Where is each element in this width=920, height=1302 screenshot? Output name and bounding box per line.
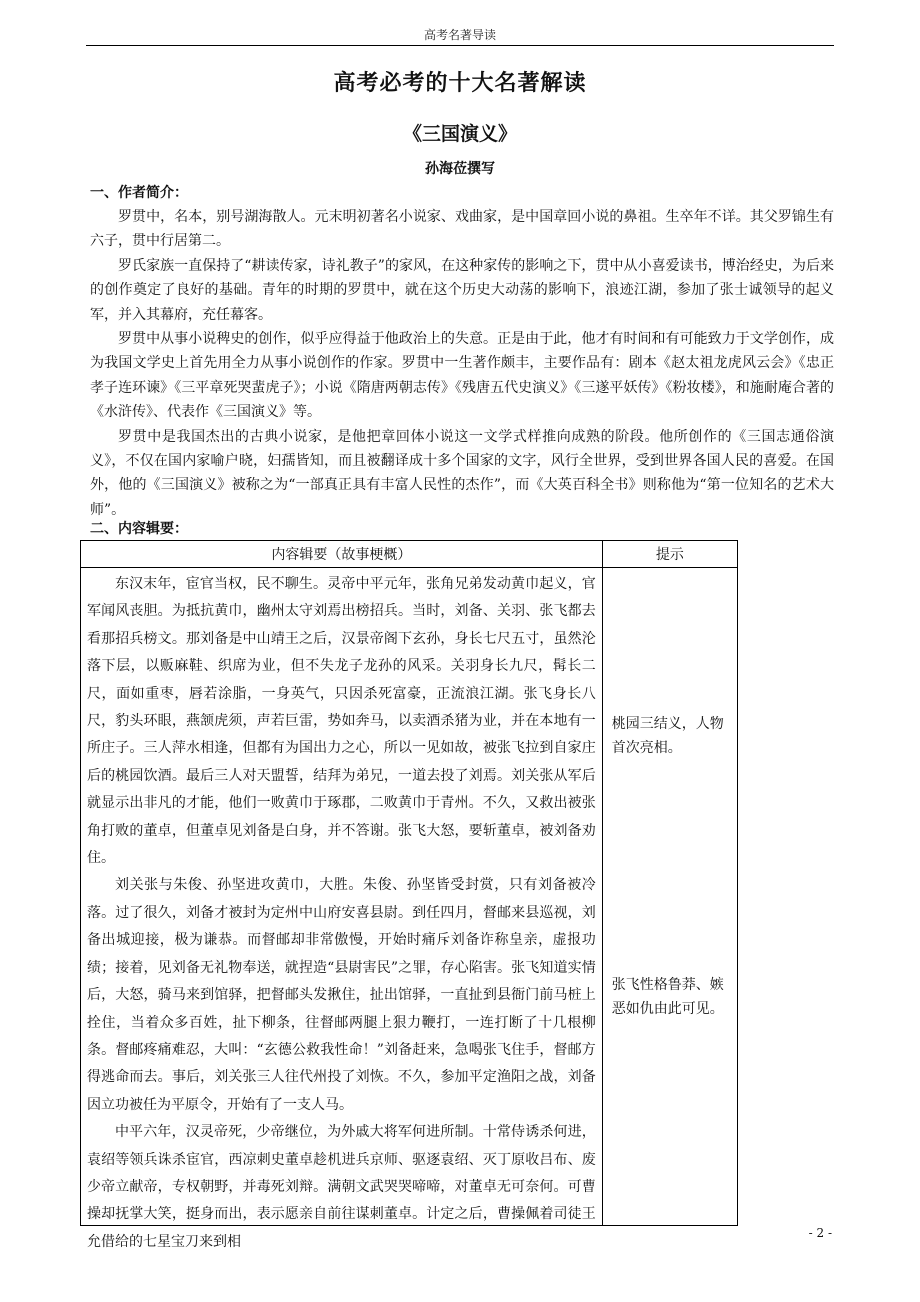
author-intro-body xyxy=(90,205,834,522)
header-rule xyxy=(86,45,834,46)
author-paragraph: 罗贯中，名本，别号湖海散人。元末明初著名小说家、戏曲家，是中国章回小说的鼻祖。生卒年不详。其父罗锦生有六子，贯中行居第二。 xyxy=(90,209,834,250)
tip-cell xyxy=(602,568,737,1226)
tip-column-header: 提示 xyxy=(602,541,737,568)
story-paragraph: 中平六年，汉灵帝死，少帝继位，为外戚大将军何进所制。十常侍诱杀何进，袁绍等领兵诛杀宦官，西凉刺史董卓趁机进兵京师、驱逐袁绍、灭丁原收吕布、废少帝立献帝，专权朝野，并毒死刘辩。满朝文武哭哭啼啼，对董卓无可奈何。可曹操却抚掌大笑，挺身而出，表示愿亲自前往谋刺董卓。计定之后，曹操佩着司徒王允借给的七星宝刀来到相 xyxy=(87,1124,596,1250)
author-paragraph: 罗贯中从事小说稗史的创作，似乎应得益于他政治上的失意。正是由于此，他才有时间和有可能致力于文学创作，成为我国文学史上首先用全力从事小说创作的作家。罗贯中一生著作颇丰，主要作品有：剧本《赵太祖龙虎风云会》《忠正孝子连环谏》《三平章死哭蜚虎子》；小说《隋唐两朝志传》《残唐五代史演义》《三遂平妖传》《粉妆楼》，和施耐庵合著的《水浒传》、代表作《三国演义》等。 xyxy=(90,331,834,421)
story-paragraph: 刘关张与朱俊、孙坚进攻黄巾，大胜。朱俊、孙坚皆受封赏，只有刘备被冷落。过了很久，刘备才被封为定州中山府安喜县尉。到任四月，督邮来县巡视，刘备出城迎接，极为谦恭。而督邮却非常傲慢，开始时痛斥刘备诈称皇亲，虚报功绩；接着，见刘备无礼物奉送，就捏造“县尉害民”之罪，存心陷害。张飞知道实情后，大怒，骑马来到馆驿，把督邮头发揪住，扯出馆驿，一直扯到县衙门前马桩上拴住，当着众多百姓，扯下柳条，往督邮两腿上狠力鞭打，一连打断了十几根柳条。督邮疼痛难忍，大叫：“玄德公救我性命！”刘备赶来，急喝张飞住手，督邮方得逃命而去。事后，刘关张三人往代州投了刘恢。不久，参加平定渔阳之战，刘备因立功被任为平原令，开始有了一支人马。 xyxy=(87,877,596,1113)
document-title: 高考必考的十大名著解读 xyxy=(333,70,587,96)
synopsis-table xyxy=(80,540,738,1250)
book-title: 《三国演义》 xyxy=(402,123,517,145)
tip-note: 张飞性格鲁莽、嫉恶如仇由此可见。 xyxy=(611,977,724,1017)
story-cell xyxy=(81,568,603,1250)
section-heading-synopsis: 二、内容辑要： xyxy=(90,521,188,537)
author-paragraph: 罗氏家族一直保持了“耕读传家，诗礼教子”的家风，在这种家传的影响之下，贯中从小喜爱读书，博治经史，为后来的创作奠定了良好的基础。青年的时期的罗贯中，就在这个历史大动荡的影响下，浪迹江湖，参加了张士诚领导的起义军，并入其幕府，充任幕客。 xyxy=(90,257,834,323)
author-byline: 孙海莅撰写 xyxy=(425,161,495,177)
table-header-row xyxy=(81,541,738,568)
story-paragraph: 东汉末年，宦官当权，民不聊生。灵帝中平元年，张角兄弟发动黄巾起义，官军闻风丧胆。为抵抗黄巾，幽州太守刘焉出榜招兵。当时，刘备、关羽、张飞都去看那招兵榜文。那刘备是中山靖王之后，汉景帝阁下玄孙，身长七尺五寸，虽然沦落下层，以贩麻鞋、织席为业，但不失龙子龙孙的风采。关羽身长九尺，髯长二尺，面如重枣，唇若涂脂，一身英气，只因杀死富豪，正流浪江湖。张飞身长八尺，豹头环眼，燕颔虎须，声若巨雷，势如奔马，以卖酒杀猪为业，并在本地有一所庄子。三人萍水相逢，但都有为国出力之心，所以一见如故，被张飞拉到自家庄后的桃园饮酒。最后三人对天盟誓，结拜为弟兄，一道去投了刘焉。刘关张从军后就显示出非凡的才能，他们一败黄巾于琢郡，二败黄巾于青州。不久，又救出被张角打败的董卓，但董卓见刘备是白身，并不答谢。张飞大怒，要斩董卓，被刘备劝住。 xyxy=(87,576,596,867)
table-row xyxy=(81,568,738,1226)
running-header: 高考名著导读 xyxy=(423,28,496,42)
page-number: - 2 - xyxy=(808,1226,832,1240)
synopsis-column-header: 内容辑要（故事梗概） xyxy=(81,541,603,568)
tip-note: 桃园三结义，人物首次亮相。 xyxy=(611,716,724,756)
section-heading-author: 一、作者简介： xyxy=(90,185,188,201)
author-paragraph: 罗贯中是我国杰出的古典小说家，是他把章回体小说这一文学式样推向成熟的阶段。他所创作的《三国志通俗演义》，不仅在国内家喻户晓，妇孺皆知，而且被翻译成十多个国家的文字，风行全世界，受到世界各国人民的喜爱。在国外，他的《三国演义》被称之为“一部真正具有丰富人民性的杰作”，而《大英百科全书》则称他为“第一位知名的艺术大师”。 xyxy=(90,428,834,518)
